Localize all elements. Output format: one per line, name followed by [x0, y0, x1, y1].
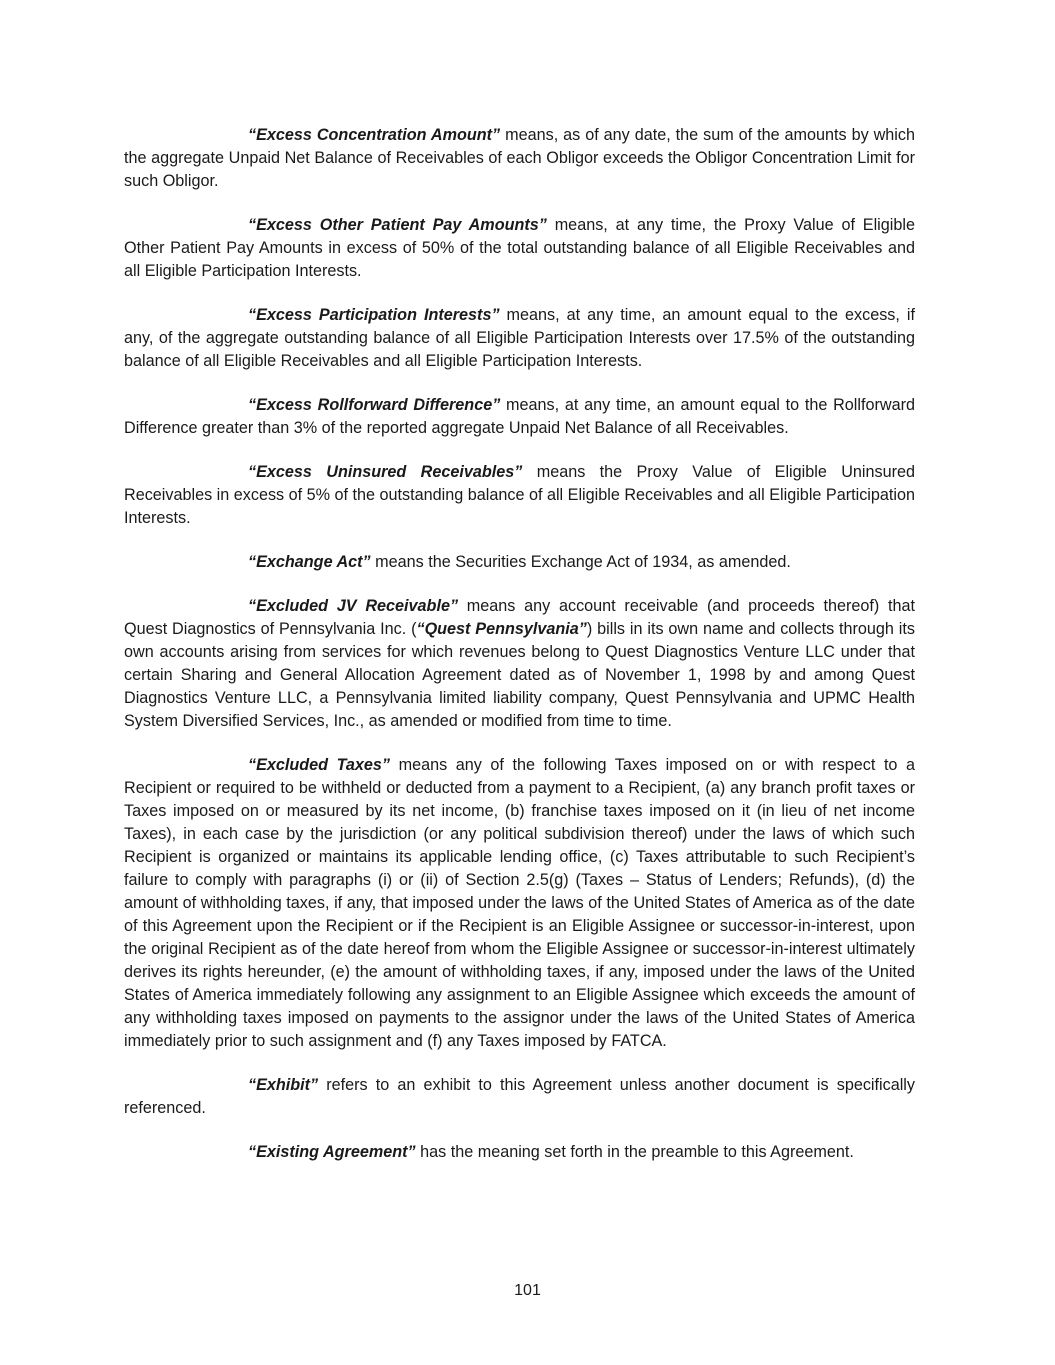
definition-text: means, at any time, an amount equal to the excess, if any, of the aggregate outstanding balance of all Eligible Participation Interests over 17.5% of the outstanding balance of all Eligible Receivables and all Eligible Participation Interests.: [124, 306, 916, 370]
definition-text: means, at any time, an amount equal to the Rollforward Difference greater than 3% of the reported aggregate Unpaid Net Balance of all Receivables.: [124, 396, 915, 437]
inline-defined-term: “Quest Pennsylvania”: [416, 620, 587, 638]
defined-term: “Excluded Taxes”: [248, 756, 391, 774]
definition-text: means, at any time, the Proxy Value of Eligible Other Patient Pay Amounts in excess of 50% of the total outstanding balance of all Eligible Receivables and all Eligible Participation Interests.: [124, 216, 915, 280]
definitions-section: [124, 124, 915, 1185]
definition-exchange-act: [124, 551, 915, 574]
definition-text: means any of the following Taxes imposed on or with respect to a Recipient or required to be withheld or deducted from a payment to a Recipient, (a) any branch profit taxes or Taxes imposed on or measured by its net income, (b) franchise taxes imposed on it (in lieu of net income Taxes), in each case by the jurisdiction (or any political subdivision thereof) under the laws of which such Recipient is organized or maintains its applicable lending office, (c) Taxes attributable to such Recipient’s failure to comply with paragraphs (i) or (ii) of Section 2.5(g) (Taxes – Status of Lenders; Refunds), (d) the amount of withholding taxes, if any, that imposed under the laws of the United States of America as of the date of this Agreement upon the Recipient or if the Recipient is an Eligible Assignee or successor-in-interest, upon the original Recipient as of the date hereof from whom the Eligible Assignee or successor-in-interest ultimately derives its rights hereunder, (e) the amount of withholding taxes, if any, imposed under the laws of the United States of America immediately following any assignment to an Eligible Assignee which exceeds the amount of any withholding taxes imposed on payments to the assignor under the laws of the United States of America immediately prior to such assignment and (f) any Taxes imposed by FATCA.: [124, 756, 916, 1050]
definition-excluded-taxes: [124, 754, 915, 1053]
definition-excess-participation-interests: [124, 304, 915, 373]
definition-excess-other-patient-pay-amounts: [124, 214, 915, 283]
defined-term: “Excluded JV Receivable”: [248, 597, 459, 615]
definition-excess-concentration-amount: [124, 124, 915, 193]
definition-text: means the Proxy Value of Eligible Uninsured Receivables in excess of 5% of the outstanding balance of all Eligible Receivables and all Eligible Participation Interests.: [124, 463, 915, 527]
definition-excess-uninsured-receivables: [124, 461, 915, 530]
defined-term: “Exhibit”: [248, 1076, 319, 1094]
defined-term: “Excess Uninsured Receivables”: [248, 463, 523, 481]
definition-existing-agreement: [124, 1141, 915, 1164]
definition-text: means the Securities Exchange Act of 1934, as amended.: [370, 553, 791, 571]
defined-term: “Excess Rollforward Difference”: [248, 396, 501, 414]
definition-excess-rollforward-difference: [124, 394, 915, 440]
defined-term: “Excess Other Patient Pay Amounts”: [248, 216, 547, 234]
definition-text: refers to an exhibit to this Agreement unless another document is specifically referenced.: [124, 1076, 915, 1117]
definition-text-continued: ) bills in its own name and collects through its own accounts arising from services for which revenues belong to Quest Diagnostics Venture LLC under that certain Sharing and General Allocation Agreement dated as of November 1, 1998 by and among Quest Diagnostics Venture LLC, a Pennsylvania limited liability company, Quest Pennsylvania and UPMC Health System Diversified Services, Inc., as amended or modified from time to time.: [124, 620, 915, 730]
defined-term: “Exchange Act”: [248, 553, 371, 571]
definition-text: means any account receivable (and proceeds thereof) that Quest Diagnostics of Pennsylvania Inc. (: [124, 597, 915, 638]
definition-text: has the meaning set forth in the preamble to this Agreement.: [415, 1143, 854, 1161]
definition-excluded-jv-receivable: [124, 595, 915, 733]
defined-term: “Excess Concentration Amount”: [248, 126, 501, 144]
definition-text: means, as of any date, the sum of the amounts by which the aggregate Unpaid Net Balance of Receivables of each Obligor exceeds the Obligor Concentration Limit for such Obligor.: [124, 126, 915, 190]
page-number: 101: [514, 1282, 541, 1299]
defined-term: “Excess Participation Interests”: [248, 306, 500, 324]
definition-exhibit: [124, 1074, 915, 1120]
defined-term: “Existing Agreement”: [248, 1143, 416, 1161]
